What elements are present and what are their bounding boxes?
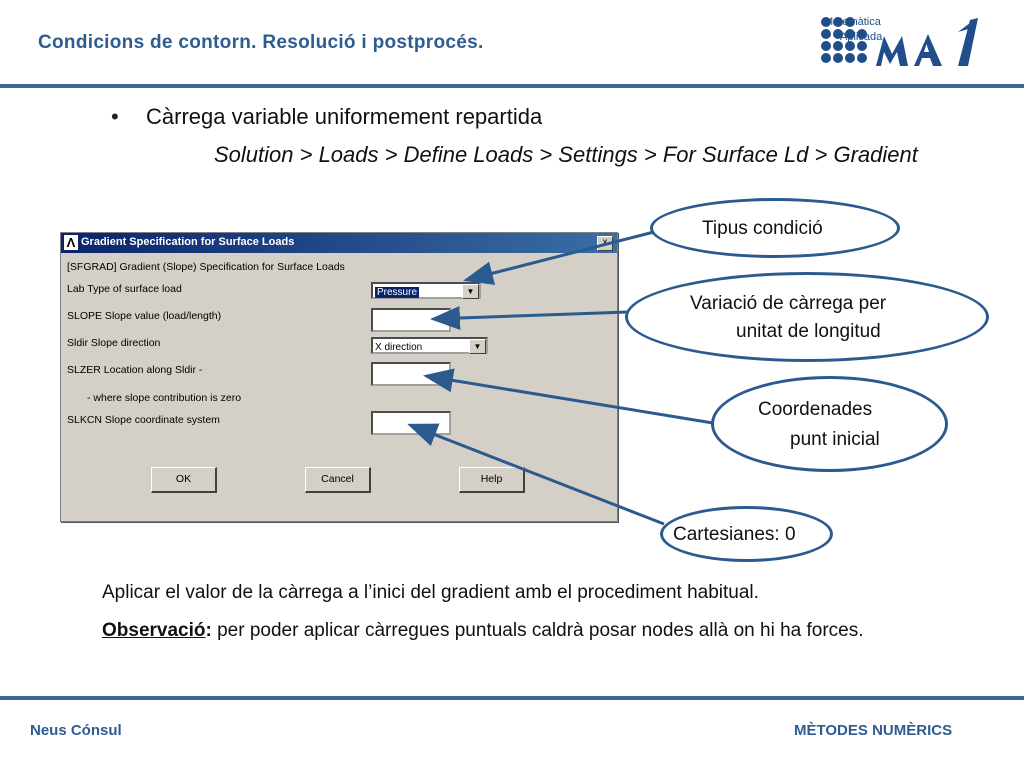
callout-variacio-line2: unitat de longitud [736, 321, 881, 342]
observation-colon: : [205, 620, 212, 641]
dialog-heading: [SFGRAD] Gradient (Slope) Specification for Surface Loads [67, 261, 345, 273]
footer-divider [0, 696, 1024, 700]
slzer-input[interactable] [371, 362, 451, 386]
paragraph-observation [102, 617, 982, 645]
callout-variacio [625, 272, 989, 362]
ansys-icon: Λ [64, 235, 78, 250]
chevron-down-icon[interactable]: ▼ [469, 339, 486, 354]
cancel-button[interactable]: Cancel [305, 467, 371, 493]
slkcn-input[interactable] [371, 411, 451, 435]
dialog-titlebar[interactable] [61, 233, 617, 253]
menu-path: Solution > Loads > Define Loads > Settings > For Surface Ld > Gradient [214, 142, 918, 167]
bullet-text: Càrrega variable uniformement repartida [146, 104, 543, 129]
label-slzer: SLZER Location along Sldir - [67, 364, 203, 376]
slope-direction-value: X direction [375, 342, 423, 353]
footer-author: Neus Cónsul [30, 722, 122, 739]
load-type-select[interactable] [371, 282, 481, 299]
label-slkcn: SLKCN Slope coordinate system [67, 414, 220, 426]
label-slope: SLOPE Slope value (load/length) [67, 310, 222, 322]
slope-direction-select[interactable] [371, 337, 488, 354]
footer-course: MÈTODES NUMÈRICS [794, 722, 953, 739]
observation-label: Observació [102, 620, 206, 641]
paragraph-apply: Aplicar el valor de la càrrega a l’inici del gradient amb el procediment habitual. [102, 582, 759, 603]
bullet-marker: • [111, 104, 119, 129]
dialog-title: Gradient Specification for Surface Loads [81, 236, 295, 248]
callout-coordenades-line2: punt inicial [790, 429, 880, 450]
help-button[interactable]: Help [459, 467, 525, 493]
callout-coordenades-line1: Coordenades [758, 399, 873, 420]
logo-line-2: Aplicada [840, 31, 883, 43]
ma1-logo [818, 14, 1000, 74]
chevron-down-icon[interactable]: ▼ [462, 284, 479, 299]
logo-line-1: Matemàtica [824, 16, 881, 28]
ok-button[interactable]: OK [151, 467, 217, 493]
callout-variacio-line1: Variació de càrrega per [690, 293, 887, 314]
observation-text: per poder aplicar càrregues puntuals caldrà posar nodes allà on hi ha forces. [211, 620, 864, 641]
label-slzer-note: - where slope contribution is zero [87, 392, 242, 404]
label-sldir: Sldir Slope direction [67, 337, 161, 349]
callout-tipus-text: Tipus condició [702, 218, 823, 239]
callout-cartesianes-text: Cartesianes: 0 [673, 524, 796, 545]
callout-coordenades [711, 376, 948, 472]
load-type-value: Pressure [377, 287, 418, 298]
label-lab: Lab Type of surface load [67, 283, 182, 295]
close-icon[interactable]: x [597, 236, 613, 251]
slide-title: Condicions de contorn. Resolució i postprocés. [38, 32, 484, 53]
header-divider [0, 84, 1024, 88]
slope-input[interactable] [371, 308, 451, 332]
gradient-dialog [60, 232, 618, 522]
